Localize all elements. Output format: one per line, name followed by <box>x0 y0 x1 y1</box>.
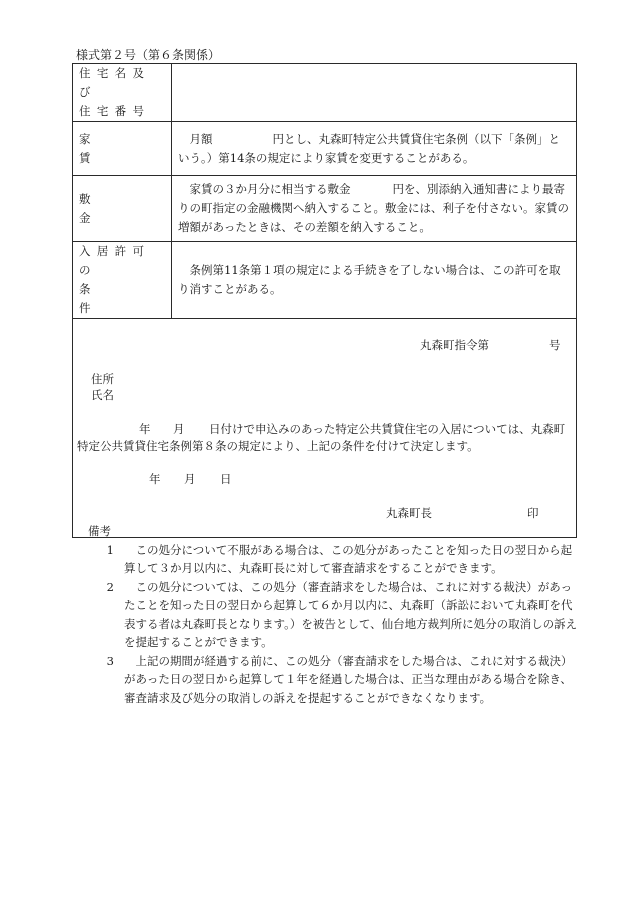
conditions-text: 条例第11条第１項の規定による手続きを了しない場合は、この許可を取り消すことがある。 <box>172 242 577 319</box>
conditions-row <box>73 242 577 319</box>
seal-mark: 印 <box>527 506 539 520</box>
order-number-prefix: 丸森町指令第 <box>420 338 489 352</box>
decision-cell <box>73 319 577 538</box>
rent-text-b: 円とし、丸森町特定公共賃貸住宅条例（以下「条例」という。）第14条の規定により家賃を変更することがある。 <box>178 131 560 165</box>
application-year: 年 <box>139 422 151 436</box>
deposit-row <box>73 176 577 242</box>
deposit-label: 敷金 <box>79 191 146 225</box>
deposit-text-a: 家賃の３か月分に相当する敷金 <box>189 182 351 196</box>
name-label: 氏名 <box>91 388 114 402</box>
note-number: 3 <box>106 653 114 668</box>
note-text: 上記の期間が経過する前に、この処分（審査請求をした場合は、これに対する裁決）があった日の翌日から起算して１年を経過した場合は、正当な理由がある場合を除き、審査請求及び処分の取消しの訴えを提起することができなくなります。 <box>124 653 573 705</box>
rent-text <box>172 122 577 176</box>
permit-table <box>72 63 577 538</box>
conditions-label-line1: 入居許可の <box>79 244 151 277</box>
decision-row <box>73 319 577 538</box>
note-number: 2 <box>106 579 114 594</box>
deposit-label-cell <box>73 176 172 242</box>
notes-section <box>88 522 580 707</box>
deposit-text-b: 円を、別添納入通知書により最寄りの町指定の金融機関へ納入すること。敷金には、利子を付さない。家賃の増額があったときは、その差額を納入すること。 <box>178 182 569 234</box>
note-number: 1 <box>106 542 114 557</box>
address-label: 住所 <box>91 372 114 386</box>
decision-date-day: 日 <box>220 472 232 486</box>
note-item <box>88 578 580 652</box>
note-text: この処分について不服がある場合は、この処分があったことを知った日の翌日から起算して３か月以内に、丸森町長に対して審査請求をすることができます。 <box>124 542 573 575</box>
decision-block <box>73 319 576 537</box>
mayor-title: 丸森町長 <box>386 506 432 520</box>
application-month: 月 <box>173 422 185 436</box>
order-number-suffix: 号 <box>549 338 561 352</box>
rent-label: 家賃 <box>79 131 146 165</box>
housing-value-cell <box>172 64 577 122</box>
note-item <box>88 541 580 578</box>
housing-label-line2: 住宅番号 <box>79 104 151 118</box>
housing-label-cell <box>73 64 172 122</box>
housing-row <box>73 64 577 122</box>
decision-date-month: 月 <box>184 472 196 486</box>
conditions-label-cell <box>73 242 172 319</box>
note-text: この処分については、この処分（審査請求をした場合は、これに対する裁決）があったことを知った日の翌日から起算して６か月以内に、丸森町（訴訟において丸森町を代表する者は丸森町長となります。）を被告として、仙台地方裁判所に処分の取消しの訴えを提起することができます。 <box>124 579 578 649</box>
conditions-label-line2: 条件 <box>79 282 146 315</box>
rent-row <box>73 122 577 176</box>
form-number-label: 様式第２号（第６条関係） <box>76 48 221 62</box>
decision-body-line2: 特定公共賃貸住宅条例第８条の規定により、上記の条件を付けて決定します。 <box>77 439 479 453</box>
rent-label-cell <box>73 122 172 176</box>
decision-body-line1: 日付けで申込みのあった特定公共賃貸住宅の入居については、丸森町 <box>209 422 566 436</box>
decision-date-year: 年 <box>149 472 161 486</box>
deposit-text <box>172 176 577 242</box>
rent-text-a: 月額 <box>189 131 213 146</box>
notes-title: 備考 <box>88 524 111 538</box>
housing-label-line1: 住宅名及び <box>79 66 151 99</box>
note-item <box>88 652 580 708</box>
